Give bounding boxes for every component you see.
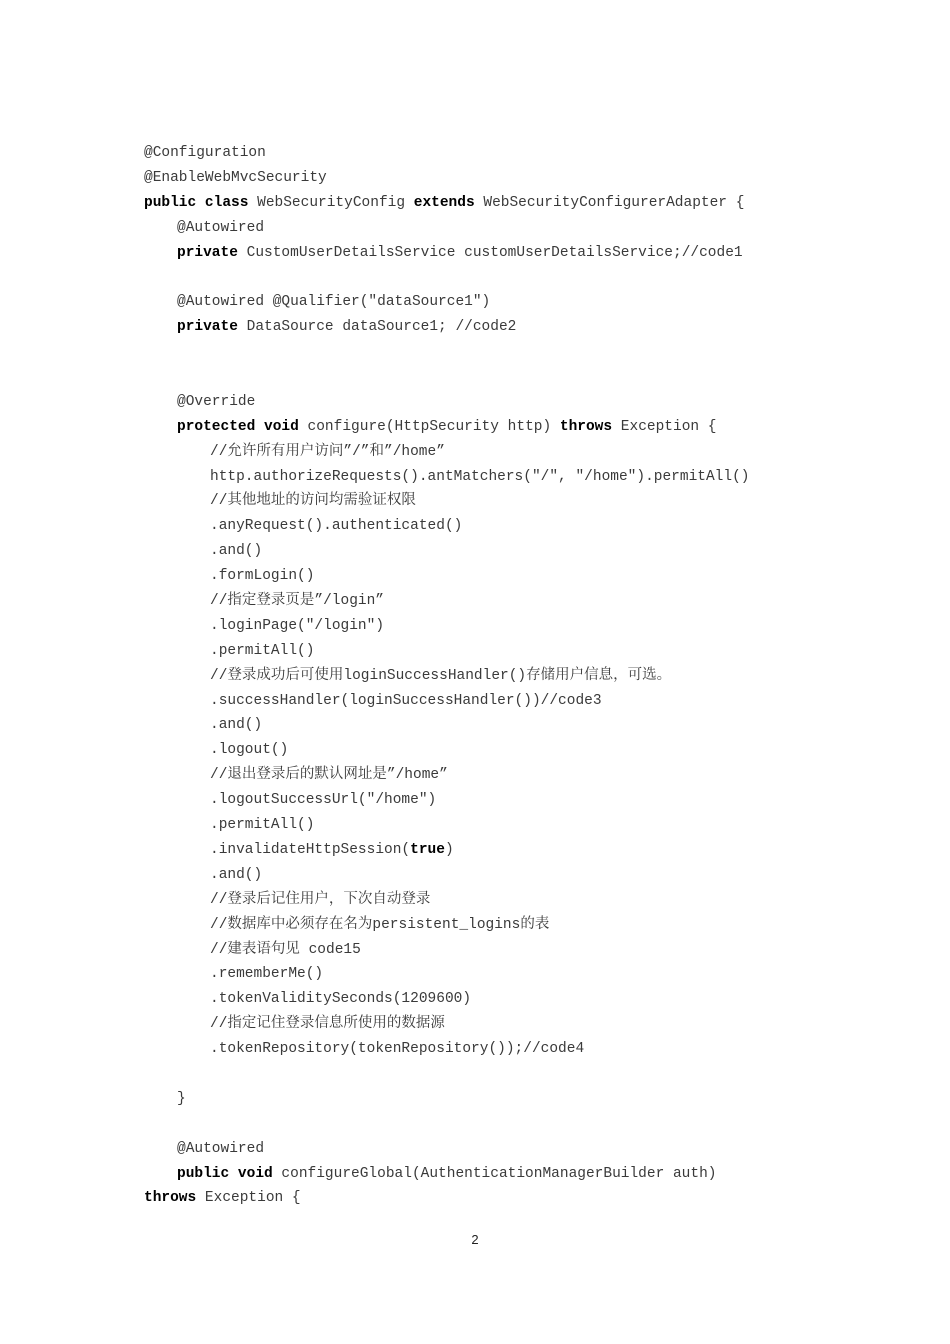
code-text: //数据库中必须存在名为persistent_logins的表 — [210, 916, 550, 933]
code-text: .formLogin() — [210, 568, 315, 585]
code-text: //建表语句见 code15 — [210, 941, 361, 958]
code-text: .and() — [210, 866, 263, 883]
code-text: .successHandler(loginSuccessHandler())//code3 — [210, 692, 602, 709]
code-line — [144, 987, 864, 1012]
code-line — [144, 1037, 864, 1062]
code-text: .logout() — [210, 742, 289, 759]
code-line — [144, 738, 864, 763]
code-line — [144, 689, 864, 714]
code-text: WebSecurityConfigurerAdapter { — [474, 194, 745, 211]
code-text: //退出登录后的默认网址是”/home” — [210, 767, 448, 784]
code-line — [144, 141, 864, 166]
code-text: CustomUserDetailsService customUserDetailsService;//code1 — [237, 244, 743, 261]
code-text: @EnableWebMvcSecurity — [144, 169, 327, 186]
code-keyword: private — [177, 319, 238, 336]
code-line — [144, 913, 864, 938]
code-text: .loginPage("/login") — [210, 617, 385, 634]
code-line — [144, 639, 864, 664]
page-number: 2 — [471, 1232, 479, 1247]
code-text: @Override — [177, 393, 256, 410]
code-line — [144, 1062, 864, 1087]
code-line — [144, 489, 864, 514]
code-line — [144, 589, 864, 614]
code-text: //指定登录页是”/login” — [210, 593, 385, 610]
code-text: //允许所有用户访问”/”和”/home” — [210, 443, 445, 460]
code-keyword: extends — [413, 194, 475, 211]
code-text: //指定记住登录信息所使用的数据源 — [210, 1016, 445, 1033]
code-text: .logoutSuccessUrl("/home") — [210, 792, 437, 809]
code-keyword: throws — [559, 418, 613, 435]
code-line — [144, 514, 864, 539]
code-line — [144, 564, 864, 589]
code-text: .invalidateHttpSession( — [210, 841, 411, 858]
code-text: .permitAll() — [210, 642, 315, 659]
code-line — [144, 1162, 864, 1187]
code-line — [144, 241, 864, 266]
code-line — [144, 539, 864, 564]
code-text: //登录成功后可使用loginSuccessHandler()存储用户信息，可选。 — [210, 667, 672, 684]
code-line — [144, 1012, 864, 1037]
code-block — [144, 141, 864, 1211]
code-keyword: true — [410, 841, 445, 858]
code-line — [144, 415, 864, 440]
code-text: .and() — [210, 717, 263, 734]
code-line — [144, 763, 864, 788]
code-text: configureGlobal(AuthenticationManagerBuilder auth) — [272, 1165, 717, 1182]
code-text: @Autowired @Qualifier("dataSource1") — [177, 294, 491, 311]
code-line — [144, 440, 864, 465]
code-line — [144, 265, 864, 290]
code-line — [144, 166, 864, 191]
code-text: http.authorizeRequests().antMatchers("/", "/home").permitAll() — [210, 468, 750, 485]
code-text: .permitAll() — [210, 817, 315, 834]
code-line — [144, 1087, 864, 1112]
code-text: @Autowired — [177, 1140, 265, 1157]
code-text: Exception { — [196, 1190, 301, 1207]
code-text: .and() — [210, 543, 263, 560]
code-line — [144, 888, 864, 913]
code-keyword: public void — [177, 1165, 273, 1182]
code-text: configure(HttpSecurity http) — [298, 418, 560, 435]
code-line — [144, 614, 864, 639]
code-text: @Configuration — [144, 145, 266, 161]
code-keyword: protected void — [177, 418, 299, 435]
code-text: .anyRequest().authenticated() — [210, 518, 463, 535]
code-line — [144, 664, 864, 689]
code-line — [144, 938, 864, 963]
code-line — [144, 390, 864, 415]
code-line — [144, 788, 864, 813]
code-text: .tokenRepository(tokenRepository());//code4 — [210, 1041, 585, 1058]
code-text: DataSource dataSource1; //code2 — [237, 319, 517, 336]
code-text: .tokenValiditySeconds(1209600) — [210, 991, 472, 1008]
code-line — [144, 290, 864, 315]
code-keyword: public class — [144, 194, 249, 211]
code-line — [144, 962, 864, 987]
code-line — [144, 1186, 864, 1211]
code-keyword: private — [177, 244, 238, 261]
code-line — [144, 340, 864, 365]
code-line — [144, 1112, 864, 1137]
code-text: } — [177, 1090, 186, 1107]
code-line — [144, 191, 864, 216]
code-line — [144, 465, 864, 490]
code-line — [144, 315, 864, 340]
code-keyword: throws — [144, 1190, 197, 1207]
code-line — [144, 216, 864, 241]
code-text: Exception { — [612, 418, 717, 435]
code-text: .rememberMe() — [210, 966, 324, 983]
code-text: @Autowired — [177, 219, 265, 236]
code-text: ) — [444, 841, 454, 858]
code-line — [144, 838, 864, 863]
code-line — [144, 1137, 864, 1162]
code-line — [144, 365, 864, 390]
code-text: //其他地址的访问均需验证权限 — [210, 493, 416, 510]
code-text: //登录后记住用户，下次自动登录 — [210, 891, 431, 908]
code-line — [144, 863, 864, 888]
code-line — [144, 713, 864, 738]
code-line — [144, 813, 864, 838]
code-text: WebSecurityConfig — [248, 194, 414, 211]
